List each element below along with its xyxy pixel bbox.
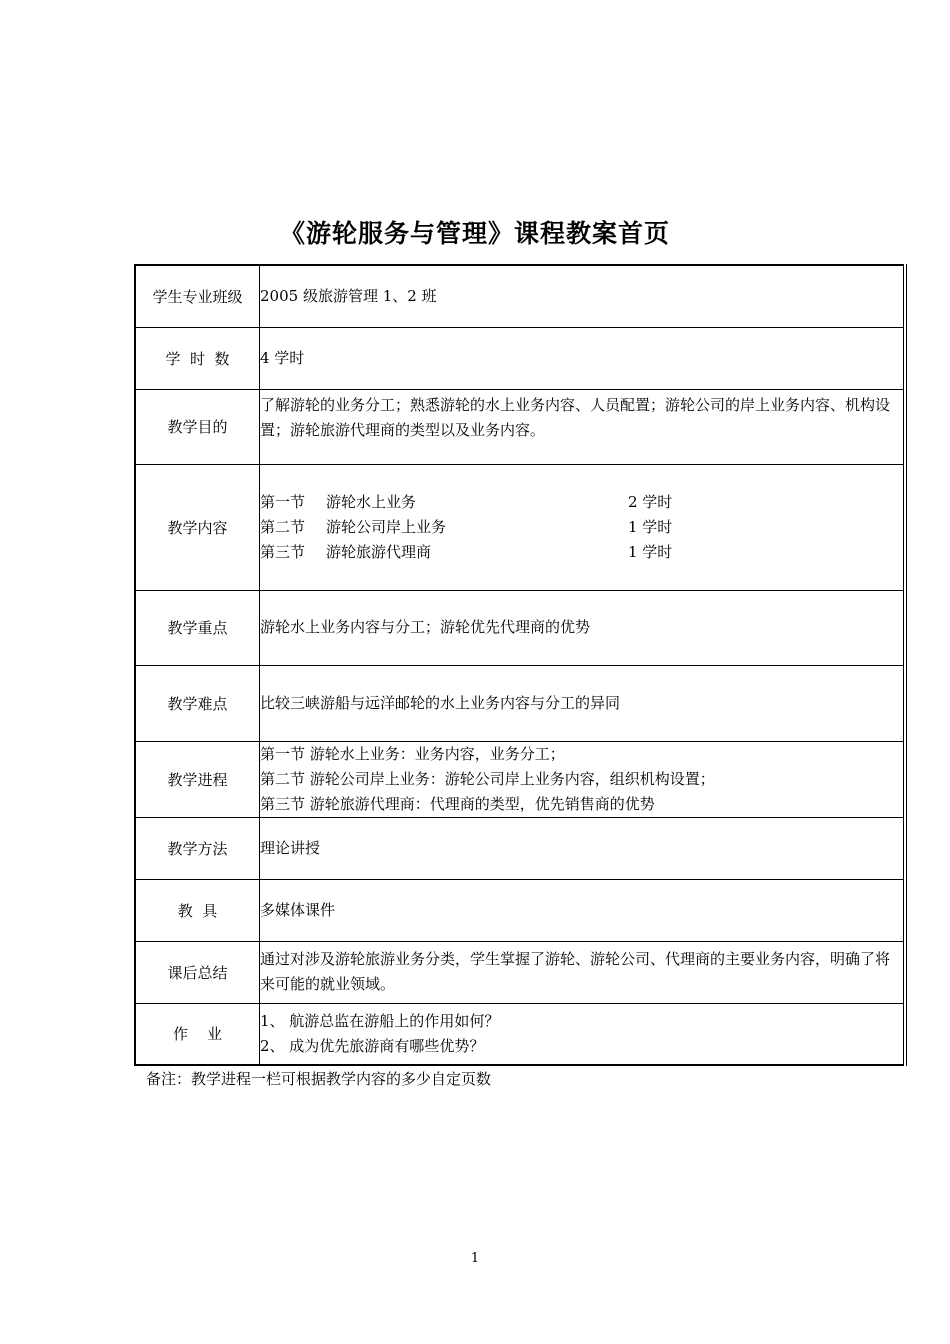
progress-line: 第二节 游轮公司岸上业务：游轮公司岸上业务内容，组织机构设置；: [260, 769, 715, 788]
table-row: [135, 464, 905, 590]
table-row: [135, 1003, 905, 1065]
table-row: [135, 327, 905, 389]
table-row: [135, 941, 905, 1003]
row-label: 作 业: [135, 1003, 260, 1065]
progress-value: [260, 741, 906, 817]
table-row: [135, 590, 905, 665]
table-row: [135, 665, 905, 741]
content-section: [260, 490, 903, 515]
homework-value: [260, 1003, 906, 1065]
section-hours: 1 学时: [628, 542, 673, 561]
section-title: 游轮公司岸上业务: [326, 517, 447, 536]
content-section: [260, 540, 903, 565]
objective-value: 了解游轮的业务分工；熟悉游轮的水上业务内容、人员配置；游轮公司的岸上业务内容、机构设置；游轮旅游代理商的类型以及业务内容。: [260, 389, 906, 464]
page-title: 《游轮服务与管理》课程教案首页: [279, 219, 670, 248]
lesson-plan-table: [134, 264, 907, 1066]
table-row: [135, 741, 905, 817]
table-row: [135, 265, 905, 327]
row-label: 教学内容: [135, 464, 260, 590]
hours-value: 4 学时: [260, 327, 906, 389]
footnote: 备注：教学进程一栏可根据教学内容的多少自定页数: [146, 1070, 492, 1088]
difficulties-value: 比较三峡游船与远洋邮轮的水上业务内容与分工的异同: [260, 665, 906, 741]
row-label: 教学重点: [135, 590, 260, 665]
section-number: 第三节: [260, 542, 306, 561]
table-row: [135, 879, 905, 941]
section-number: 第一节: [260, 492, 306, 511]
row-label: 教学目的: [135, 389, 260, 464]
homework-line: 1、 航游总监在游船上的作用如何？: [260, 1011, 500, 1030]
row-label: 教 具: [135, 879, 260, 941]
section-hours: 1 学时: [628, 517, 673, 536]
row-label: 教学方法: [135, 817, 260, 879]
row-label: 学 时 数: [135, 327, 260, 389]
summary-value: 通过对涉及游轮旅游业务分类，学生掌握了游轮、游轮公司、代理商的主要业务内容，明确了将来可能的就业领域。: [260, 941, 906, 1003]
progress-line: 第三节 游轮旅游代理商：代理商的类型，优先销售商的优势: [260, 794, 655, 813]
section-hours: 2 学时: [628, 492, 673, 511]
table-row: [135, 389, 905, 464]
row-label: 教学进程: [135, 741, 260, 817]
section-number: 第二节: [260, 517, 306, 536]
section-title: 游轮水上业务: [326, 492, 417, 511]
key-points-value: 游轮水上业务内容与分工；游轮优先代理商的优势: [260, 590, 906, 665]
homework-line: 2、 成为优先旅游商有哪些优势？: [260, 1036, 485, 1055]
section-title: 游轮旅游代理商: [326, 542, 432, 561]
content-section: [260, 515, 903, 540]
row-label: 学生专业班级: [135, 265, 260, 327]
table-row: [135, 817, 905, 879]
tools-value: 多媒体课件: [260, 879, 906, 941]
row-label: 教学难点: [135, 665, 260, 741]
row-label: 课后总结: [135, 941, 260, 1003]
content-value: [260, 464, 906, 590]
progress-line: 第一节 游轮水上业务：业务内容，业务分工；: [260, 744, 565, 763]
method-value: 理论讲授: [260, 817, 906, 879]
page-number: 1: [470, 1251, 480, 1266]
class-value: 2005 级旅游管理 1、2 班: [260, 265, 906, 327]
